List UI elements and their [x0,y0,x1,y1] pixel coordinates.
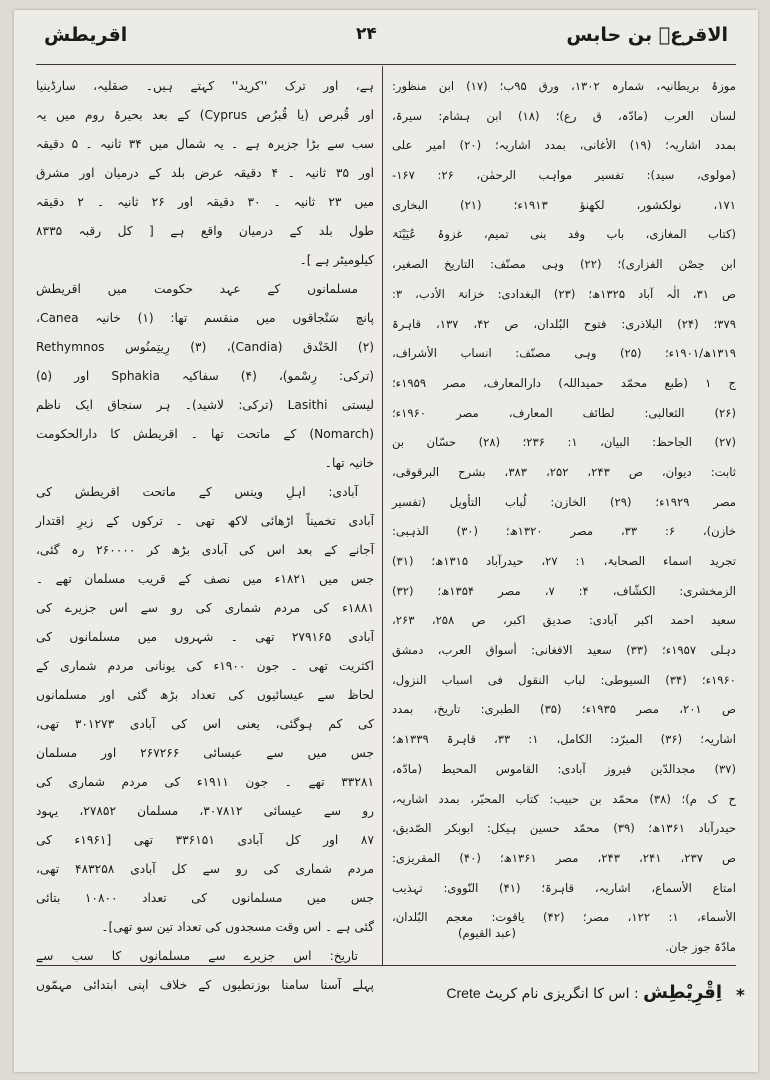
article-line: رو سے عیسائی ۳۰۷۸۱۲، مسلمان ۲۷۸۵۲، یہود [36,804,374,818]
footer-rule [36,965,736,966]
bibliography-line: سعید احمد اکبر آبادی: صدیق اکبر، ص ۲۵۸، ۲۶۳، [392,613,736,628]
article-line: اکثریت تھی ۔ جون ۱۹۰۰ء کی یونانی مردم شماری کے [36,659,374,673]
column-divider [382,66,383,965]
left-column-article [36,72,374,992]
header-entry-title: اقریطش [44,24,128,46]
article-line: مسلمانوں کے عہد حکومت میں اقریطش [36,282,358,296]
article-line: ۸۷ اور کل آبادی ۳۳۶۱۵۱ تھی [۱۹۶۱ء کی [36,833,374,847]
article-line: جس میں سے عیسائی ۲۶۷۲۶۶ اور مسلمان [36,746,374,760]
bibliography-line: ح ک م)؛ (۳۸) محمّد بن حبیب: کتاب المحبّر، بمدد اشاریہ، [392,791,737,806]
bibliography-line: ص ۲۰۱، مصر ۱۹۳۵ء؛ (۳۵) الطبری: تاریخ، بمدد [392,702,736,717]
article-line: آبادی تخمیناً اڑھائی لاکھ تھی ۔ ترکوں کے زیرِ اقتدار [36,514,374,528]
header-article-title: الاقرعؓ بن حابس [566,24,728,46]
article-line: تاریخ: اس جزیرے سے مسلمانوں کا سب سے [36,949,358,963]
article-line: سب سے بڑا جزیرہ ہے ۔ یہ شمال میں ۳۴ ثانیہ ۔ ۵ دقیقہ [36,137,374,151]
article-line: ۳۳۲۸۱ تھے ۔ جون ۱۹۱۱ء کی مردم شماری کی [36,775,374,789]
bibliography-line: ابن حِصْن الفزاری)؛ (۲۲) وہی مصنّف: التاریخ الصغیر، [392,257,736,272]
article-line: لیستی Lasithi (ترکی: لاشید)۔ ہر سنجاق ایک ناظم [36,398,374,412]
article-line: آبادی ۲۷۹۱۶۵ تھی ۔ شہروں میں مسلمانوں کی [36,630,374,644]
bibliography-line: (۳۷) مجدالدّین فیروز آبادی: القاموس المحیط (مادّہ، [392,761,736,776]
bibliography-line: ۳۷۹؛ (۲۴) البلاذری: فتوح البُلدان، ص ۴۲، ۱۳۷، قاہرۃ [392,316,736,331]
article-line: ہے، اور ترک ''کرید'' کہتے ہیں۔ صقلیہ، سارڈینیا [36,79,374,93]
bibliography-line: تجرید اسماء الصحابۃ، ۱: ۲۷، حیدرآباد ۱۳۱۵ھ؛ (۳۱) [392,554,736,568]
bibliography-line: الزمخشری: الکشّاف، ۴: ۷، مصر ۱۳۵۴ھ؛ (۳۲) [392,583,736,598]
article-line: خانیہ تھا۔ [324,456,374,470]
new-entry-block [36,972,745,1052]
bibliography-line: ثابت: دیوان، ص ۲۴۳، ۲۵۲، ۳۸۳، بشرح البرقوقی، [392,464,736,479]
bibliography-line: ۱۷۱، نولکشور، لکھنؤ ۱۹۱۳ء؛ (۲۱) البخاری [392,197,736,212]
article-line: پانچ سَنْجاقوں میں منقسم تھا: (۱) خانیہ Canea، [36,311,374,325]
running-header [14,24,758,56]
article-line: (Nomarch) کے ماتحت تھا ۔ اقریطش کا دارالحکومت [36,427,374,441]
article-line: میں ۲۳ ثانیہ ۔ ۳۰ دقیقہ اور ۲۶ ثانیہ ۔ ۲ دقیقہ [36,195,374,209]
entry-intro-text: : اس کا انگریزی نام کریٹ [485,986,639,1002]
bibliography-line: (۲۷) الجاحظ: البیان، ۱: ۲۳۶؛ (۲۸) حسّان بن [392,435,737,450]
bibliography-line: لسان العرب (مادّہ، ق رع)؛ (۱۸) ابن ہشام: سیرۃ، [392,108,737,123]
bibliography-line: مادّۃ جوز جان. [665,939,736,954]
bibliography-line: بمدد اشاریہ؛ (۱۹) الأغانی، بمدد اشاریہ؛ (۲۰) امیر علی [392,138,737,153]
bibliography-line: (مولوی، سید): تفسیر مواہب الرحمٰن، ۲۶: ۱۶۷- [392,168,736,183]
bibliography-line: موزۂ بریطانیہ، شمارہ ۱۳۰۲، ورق ۹۵ب؛ (۱۷) ابن منظور: [392,79,736,93]
article-line: جس میں مسلمانوں کی تعداد ۱۰۸۰۰ بتائی [36,891,374,905]
bibliography-line: ج ۱ (طبع محمّد حمیداللہ) دارالمعارف، مصر ۱۹۵۹ء؛ [392,375,736,390]
bibliography-line: مصر ۱۹۲۹ء؛ (۲۹) الخازن: لُباب التأویل (تفسیر [392,494,736,509]
article-line: کیلومیٹر ہے ]۔ [299,253,374,267]
bibliography-line: خازن)، ۶: ۳۳، مصر ۱۳۲۰ھ؛ (۳۰) الذہبی: [392,524,736,539]
article-line: اور قُبرص (یا قُبرُص Cyprus) کے بعد بحیرۂ روم میں یہ [36,108,374,122]
bibliography-line: ۱۹۶۰ء؛ (۳۴) السیوطی: لباب النقول فی اسباب النزول، [392,672,736,687]
article-line: آجانے کے بعد اس کی آبادی بڑھ کر ۲۶۰۰۰۰ رہ گئی، [36,543,374,557]
bibliography-line: (۲۶) الثعالبی: لطائف المعارف، مصر ۱۹۶۰ء؛ [392,405,736,420]
bibliography-line: ص ۲۳۷، ۲۴۱، ۲۴۳، مصر ۱۳۶۱ھ؛ (۴۰) المقریزی: [392,850,737,865]
article-line: اور ۳۵ ثانیہ ۔ ۴ دقیقہ عرض بلد کے درمیان اور مشرق [36,166,374,180]
right-column-bibliography [392,72,736,960]
bibliography-line: حیدرآباد ۱۳۶۱ھ؛ (۳۹) محمّد حسین ہیکل: ابوبکر الصّدیق، [392,821,737,836]
article-line: جس میں ۱۸۲۱ء میں نصف کے قریب مسلمان تھے ۔ [36,572,374,586]
article-line: پہلے آسنا سامنا بوزنطیوں کے خلاف اپنی ابتدائی مہمّوں [36,978,374,992]
article-line: مردم شماری کی رو سے کل آبادی ۴۸۳۲۵۸ تھی، [36,862,374,876]
page-number: ۲۴ [356,24,377,44]
bibliography-line: الأسماء، ۱: ۱۲۲، مصر؛ (۴۲) یاقوت: معجم البُلدان، [392,910,737,925]
bibliography-line: (کتاب المغازی، باب وفد بنی تمیم، غزوۂ عُیَیْنَۃ [392,227,736,242]
article-line: گئی ہے ۔ اس وقت مسجدوں کی تعداد تین سو تھی]۔ [101,920,374,934]
article-line: لحاظ سے عیسائیوں کی تعداد بڑھ گئی اور مسلمانوں [36,688,374,702]
article-line: کی کم ہوگئی، یعنی اس کی آبادی ۳۰۱۲۷۳ تھی، [36,717,374,731]
article-line: آبادی: اہلِ وینس کے ماتحت اقریطش کی [36,485,358,499]
entry-english-name: Crete [446,985,481,1001]
header-rule [36,64,736,65]
article-line: طول بلد کے درمیان واقع ہے [ کل رقبہ ۸۳۳۵ [36,224,374,238]
bibliography-line: امتاع الأسماع، اشاریہ، قاہرۃ؛ (۴۱) النّووی: تہذیب [392,880,736,895]
author-signature: (عبد القیوم) [457,926,517,940]
bibliography-line: ۱۳۱۹ھ/۱۹۰۱ء؛ (۲۵) وہی مصنّف: انساب الأشراف، [392,346,736,361]
entry-heading [392,982,722,1003]
article-line: (۲) الخَنْدق (Candia)، (۳) رِیتِمنُوس Rethymnos [36,340,374,354]
page [14,10,758,1072]
bibliography-line: ص ۳۱، الٰہ آباد ۱۳۲۵ھ؛ (۲۳) البغدادی: خزانۃ الأدب، ۳: [392,286,736,301]
article-line: (ترکی: رِسْمو)، (۴) سفاکیہ Sphakia اور (۵) [36,369,374,383]
entry-asterisk: * [736,986,745,1006]
bibliography-line: اشاریہ؛ (۳۶) المبرّد: الکامل، ۱: ۳۳، قاہرۃ ۱۳۳۹ھ؛ [392,732,736,747]
article-line: ۱۸۸۱ء کی مردم شماری کی رو سے اس جزیرے کی [36,601,374,615]
bibliography-line: دہلی ۱۹۵۷ء؛ (۳۳) سعید الافغانی: أسواق العرب، دمشق [392,643,736,658]
entry-headword: اِقْرِیْطِش [643,982,722,1003]
